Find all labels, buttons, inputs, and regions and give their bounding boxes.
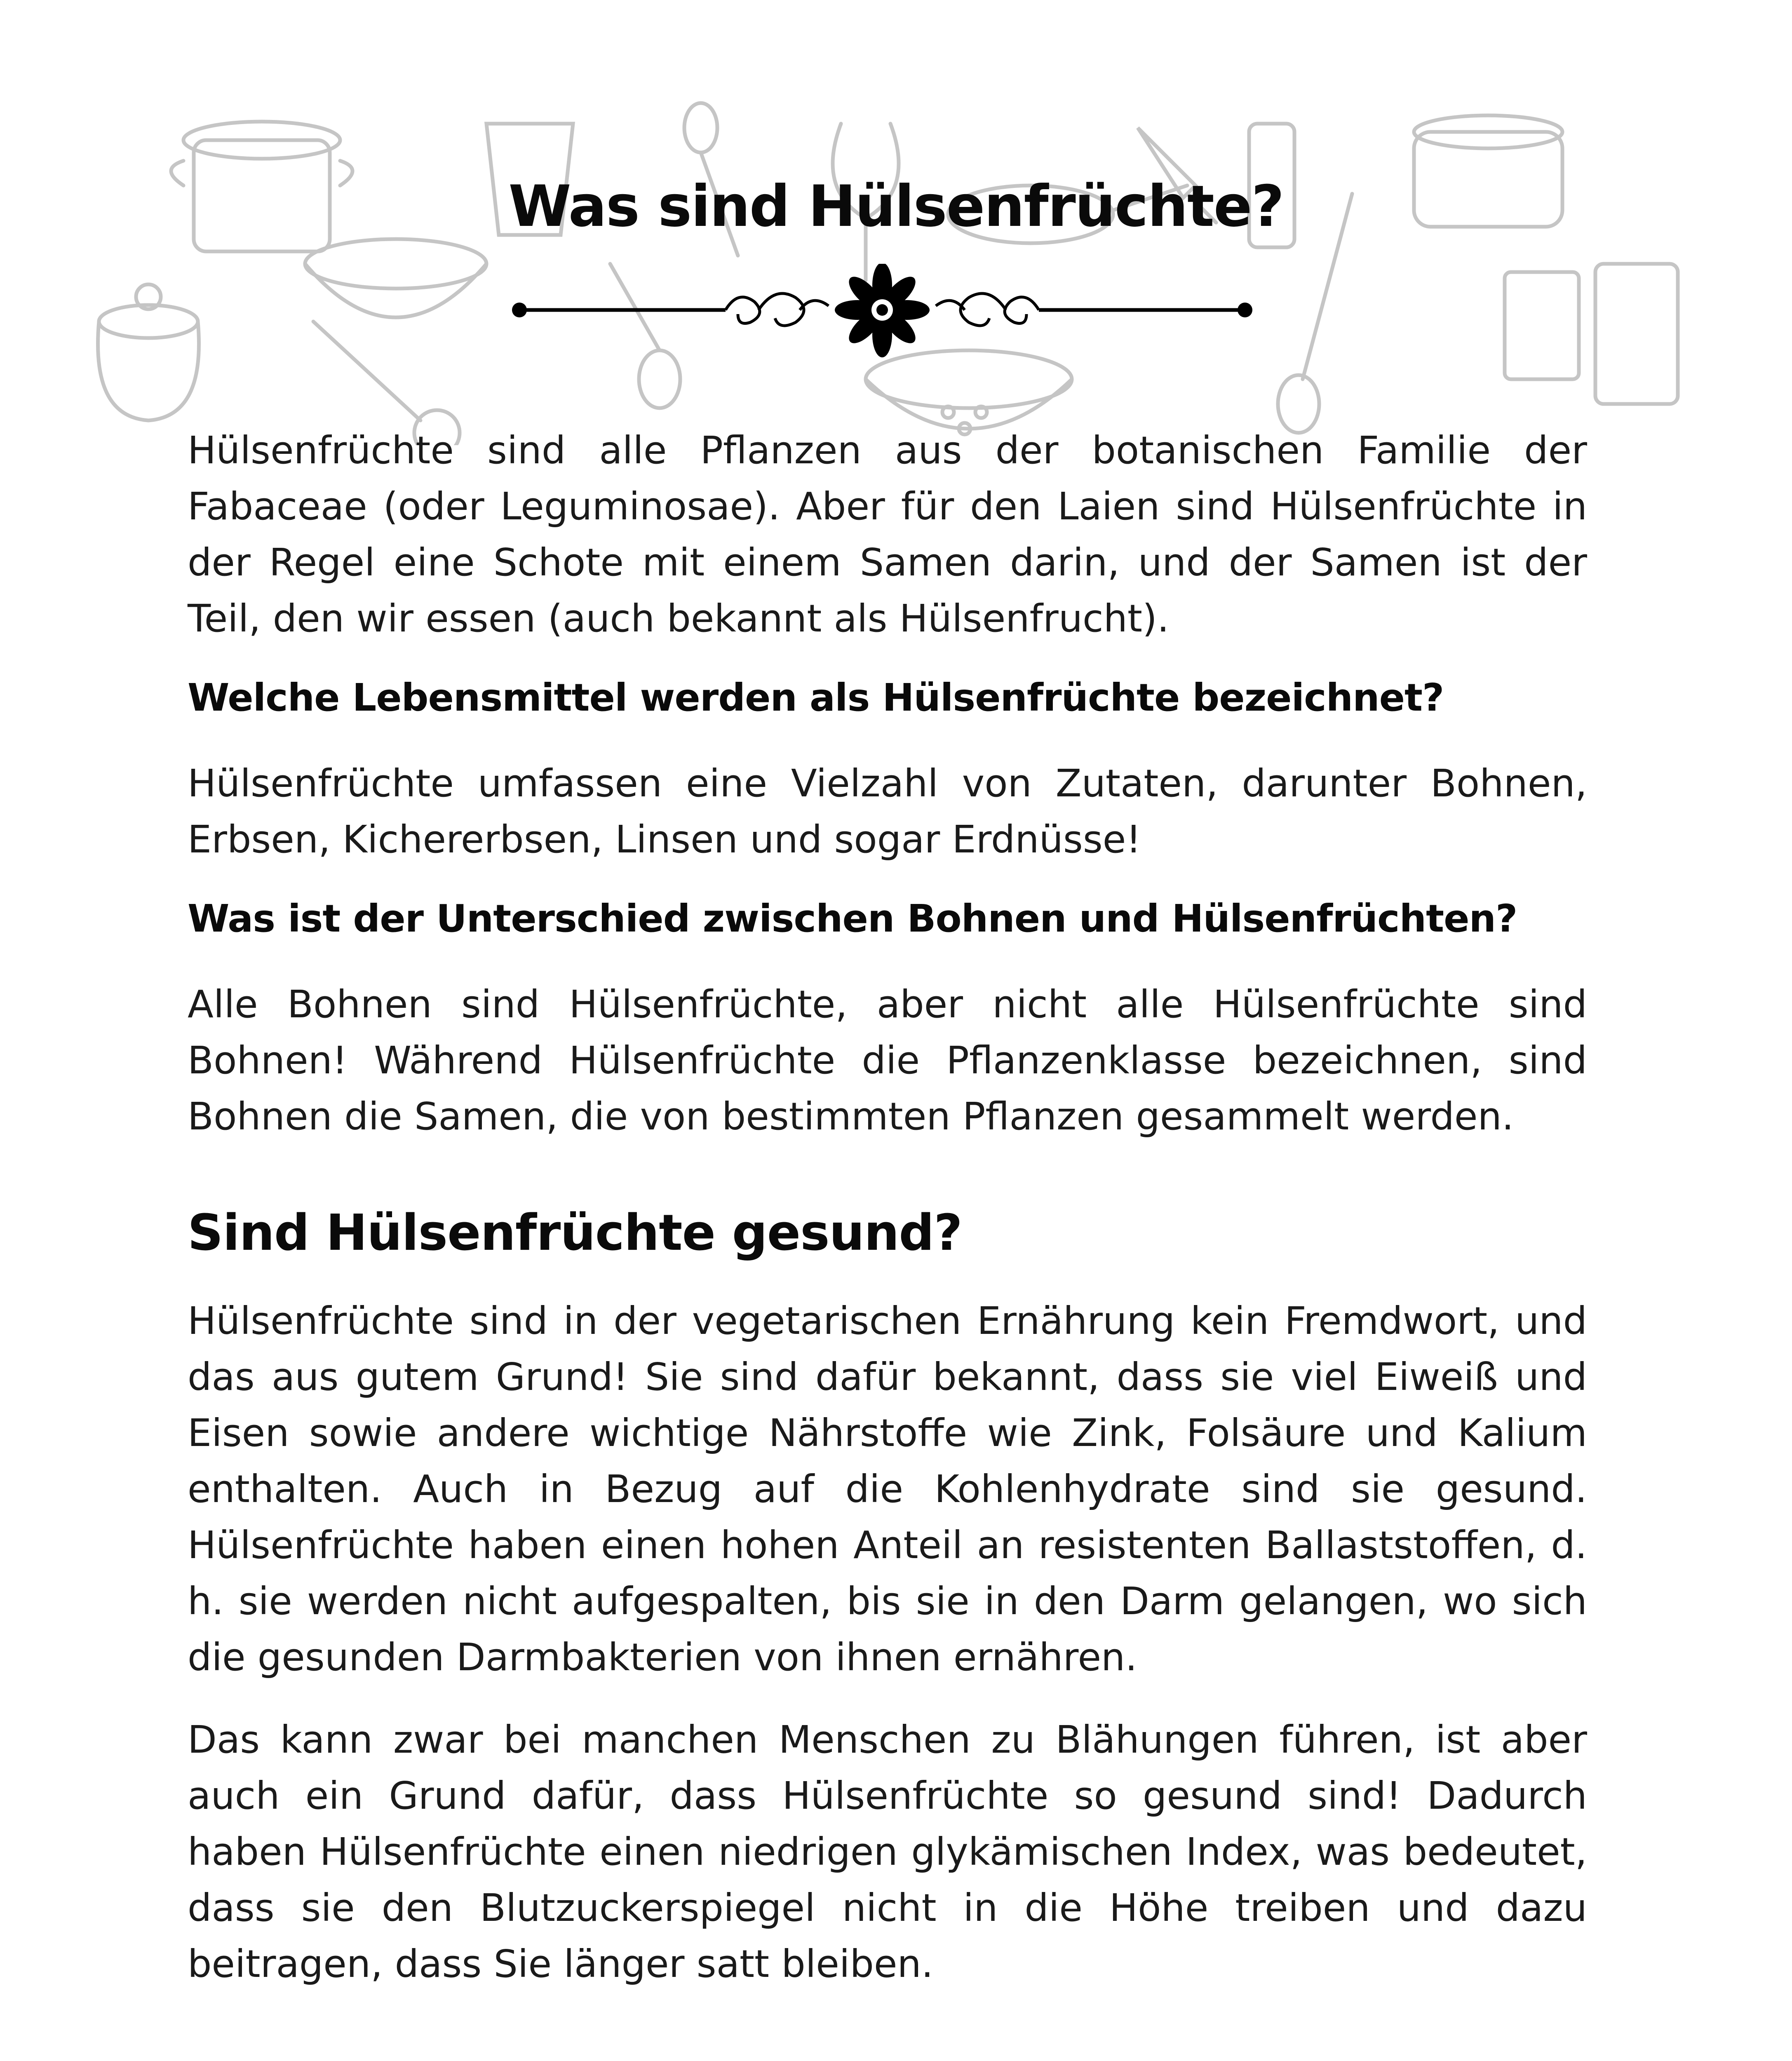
pot-icon <box>98 284 199 420</box>
question-heading-foods: Welche Lebensmittel werden als Hülsenfrüchte bezeichnet? <box>188 676 1444 720</box>
answer-paragraph-foods: Hülsenfrüchte umfassen eine Vielzahl von Zutaten, darunter Bohnen, Erbsen, Kichererbsen, Linsen und sogar Erdnüsse! <box>188 761 1587 861</box>
flower-ornament-icon <box>512 264 1252 357</box>
title-divider <box>511 264 1253 359</box>
colander-icon <box>866 350 1072 434</box>
main-content <box>188 423 1587 2019</box>
health-paragraph-1: Hülsenfrüchte sind in der vegetarischen Ernährung kein Fremdwort, und das aus gutem Grund! Sie sind dafür bekannt, dass sie viel Eiweiß und Eisen sowie andere wichtige Nährstoffe wie Zink, Folsäure und Kalium enthalten. Auch in Bezug auf die Kohlenhydrate sind sie gesund. Hülsenfrüchte haben einen hohen Anteil an resistenten Ballaststoffen, d. h. sie werden nicht aufgespalten, bis sie in den Darm gelangen, wo sich die gesunden Darmbakterien von ihnen ernähren. <box>188 1299 1587 1679</box>
page-title: Was sind Hülsenfrüchte? <box>508 173 1284 239</box>
answer-paragraph-difference: Alle Bohnen sind Hülsenfrüchte, aber nicht alle Hülsenfrüchte sind Bohnen! Während Hülsenfrüchte die Pflanzenklasse bezeichnen, sind Bohnen die Samen, die von bestimmten Pflanzen gesammelt werden. <box>188 982 1587 1138</box>
health-paragraph-2: Das kann zwar bei manchen Menschen zu Blähungen führen, ist aber auch ein Grund dafür, dass Hülsenfrüchte so gesund sind! Dadurch haben Hülsenfrüchte einen niedrigen glykämischen Index, was bedeutet, dass sie den Blutzuckerspiegel nicht in die Höhe treiben und dazu beitragen, dass Sie länger satt bleiben. <box>188 1718 1587 1986</box>
kitchen-sketch-background-bottom <box>0 2053 1792 2061</box>
bowl-icon <box>305 239 486 317</box>
intro-paragraph: Hülsenfrüchte sind alle Pflanzen aus der botanischen Familie der Fabaceae (oder Leguminosae). Aber für den Laien sind Hülsenfrüchte in der Regel eine Schote mit einem Samen darin, und der Samen ist der Teil, den wir essen (auch bekannt als Hülsenfrucht). <box>188 428 1587 641</box>
section-heading-healthy: Sind Hülsenfrüchte gesund? <box>188 1204 962 1262</box>
grater-icon <box>1505 264 1678 404</box>
question-heading-difference: Was ist der Unterschied zwischen Bohnen und Hülsenfrüchten? <box>188 897 1517 941</box>
